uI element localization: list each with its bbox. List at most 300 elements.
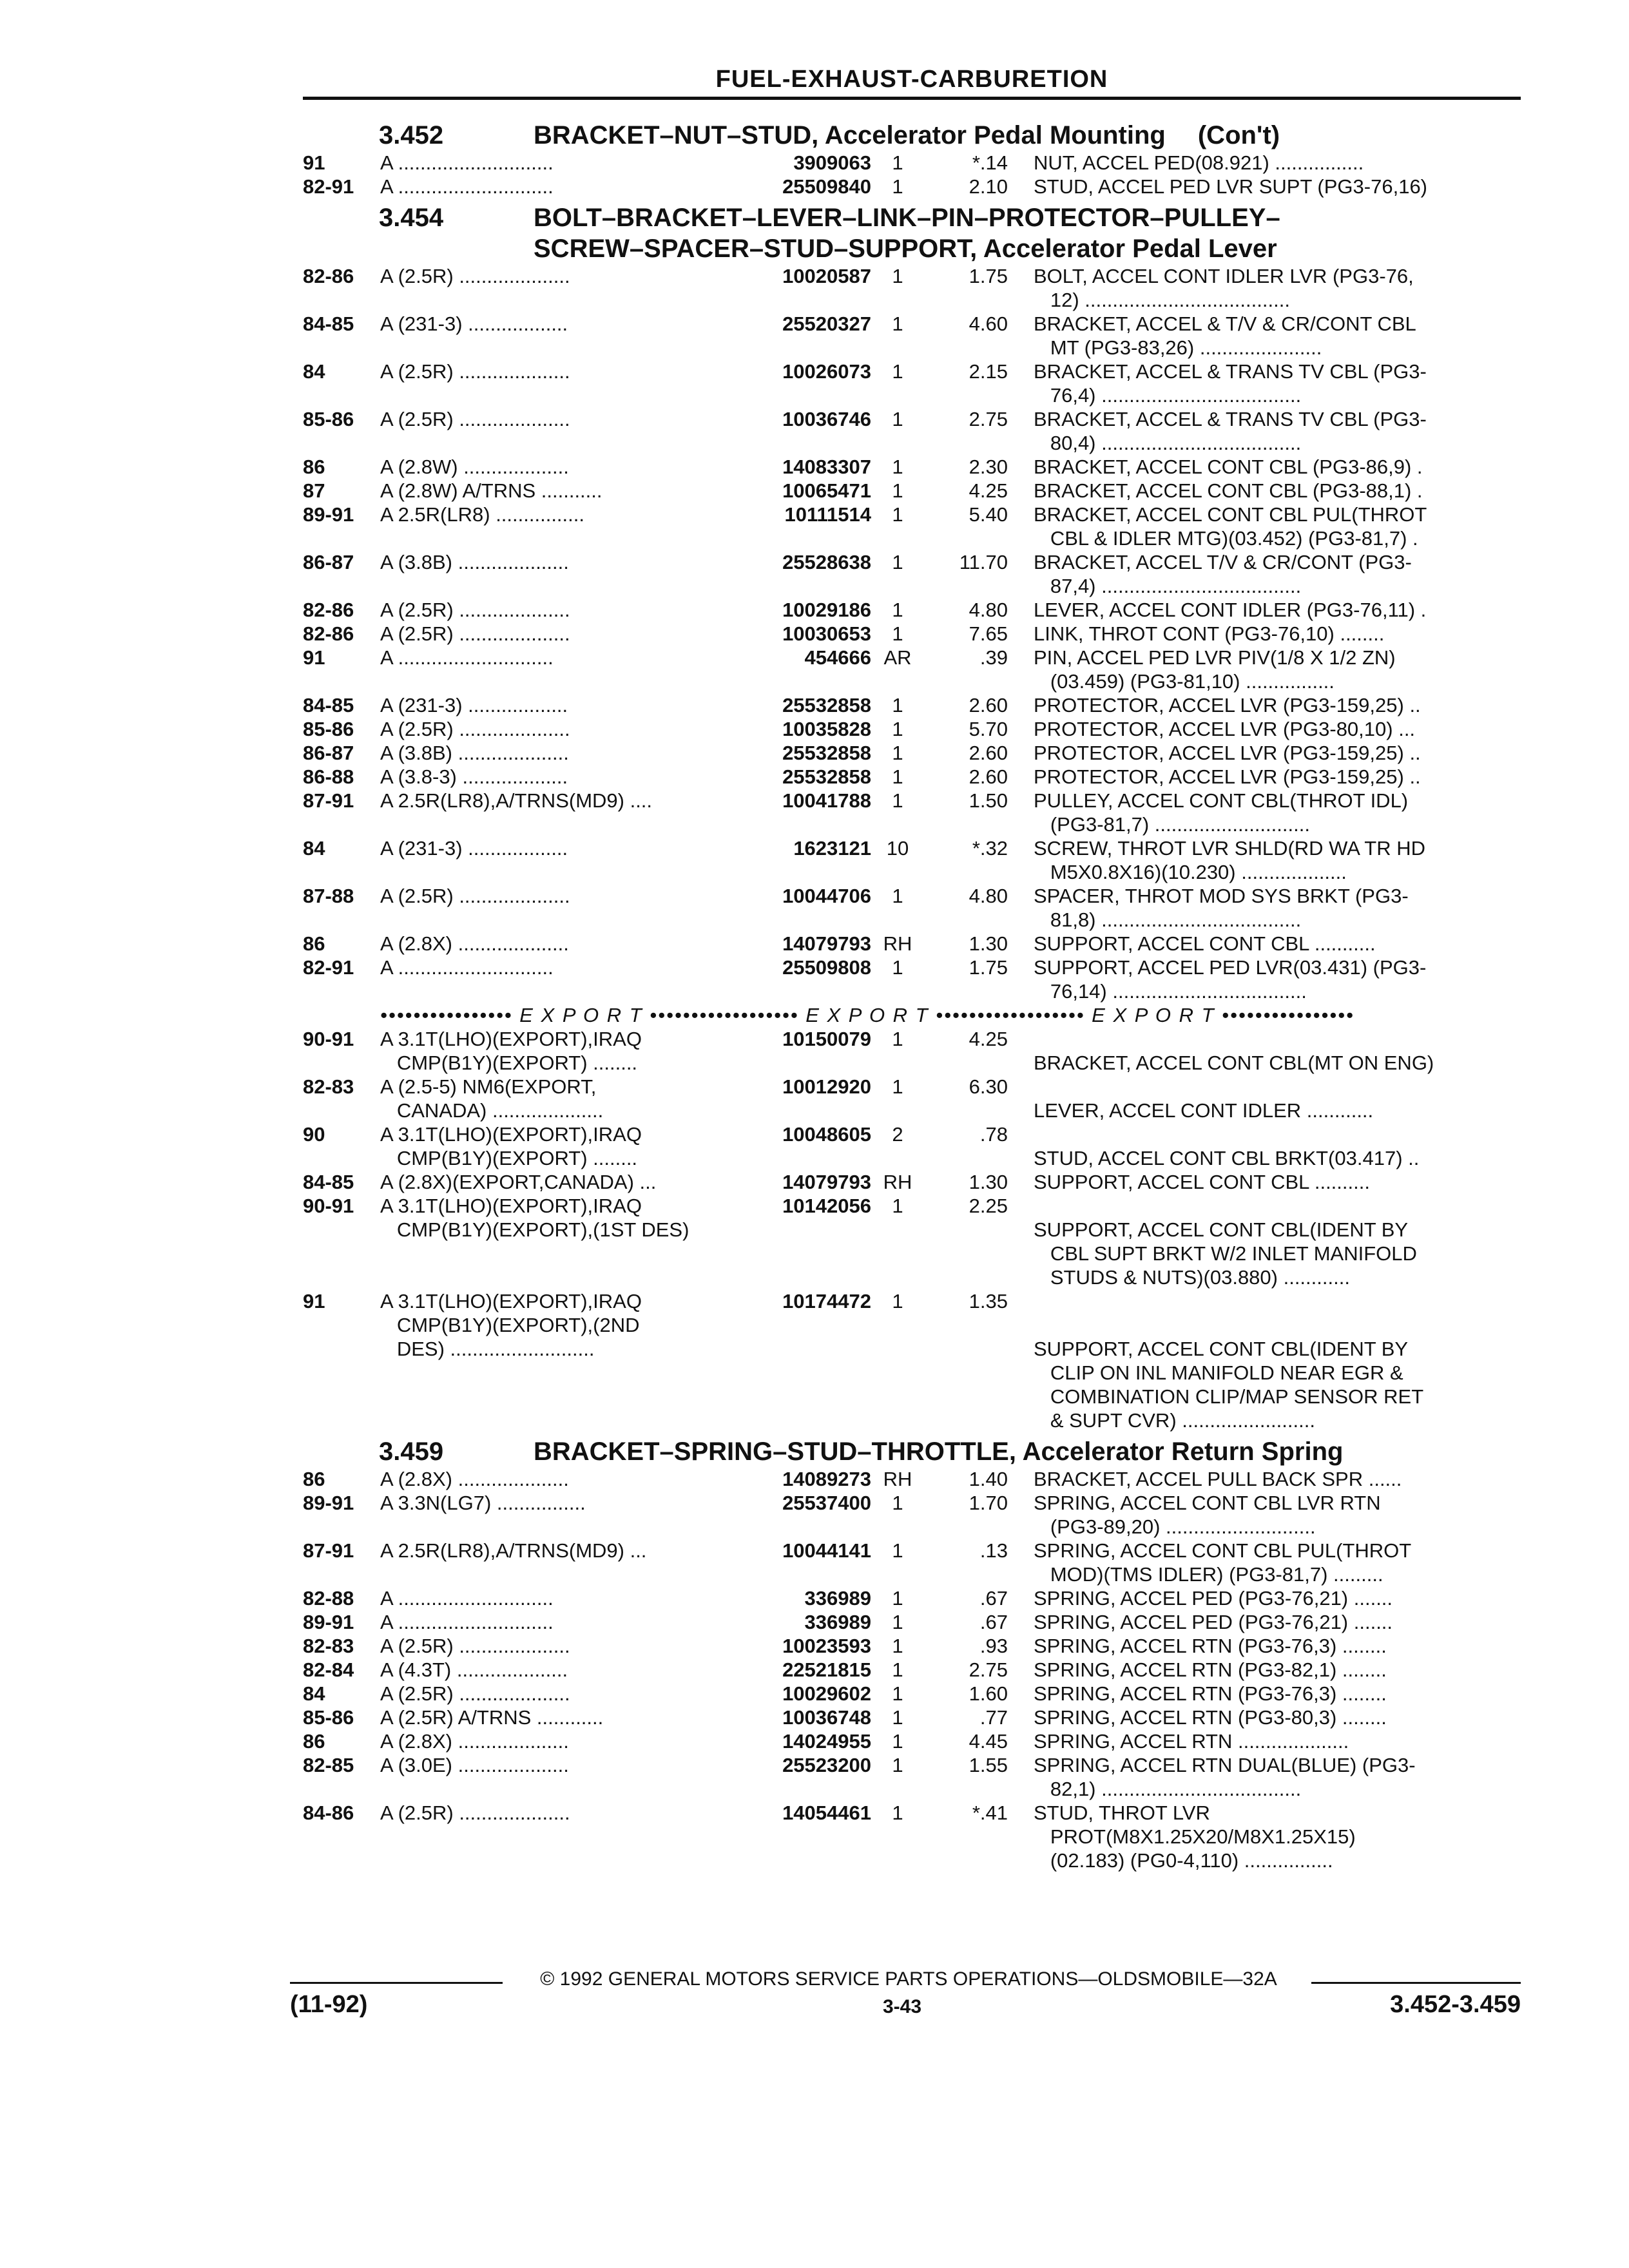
- model-years: 86: [303, 932, 325, 955]
- section-number: 3.452: [379, 121, 444, 149]
- part-number: 3909063: [793, 151, 871, 174]
- model-application: A (2.5R) ....................: [380, 1802, 570, 1824]
- part-description: BRACKET, ACCEL & TRANS TV CBL (PG3- 80,4) ....................................: [1034, 408, 1427, 454]
- quantity: 1: [892, 765, 903, 788]
- price: 2.60: [969, 742, 1008, 764]
- model-years: 87: [303, 479, 325, 502]
- part-number: 10041788: [782, 789, 871, 812]
- part-number: 10026073: [782, 360, 871, 383]
- section-number: 3.459: [379, 1437, 444, 1466]
- price: 2.15: [969, 360, 1008, 383]
- quantity: 1: [892, 1028, 903, 1050]
- part-description: LINK, THROT CONT (PG3-76,10) ........: [1034, 622, 1385, 645]
- part-description: SPRING, ACCEL CONT CBL LVR RTN (PG3-89,20) ...........................: [1034, 1492, 1381, 1538]
- part-number: 10048605: [782, 1123, 871, 1146]
- quantity: 1: [892, 1492, 903, 1514]
- price: 4.80: [969, 599, 1008, 621]
- model-years: 87-91: [303, 1539, 354, 1562]
- part-number: 25537400: [782, 1492, 871, 1514]
- quantity: 1: [892, 1290, 903, 1312]
- part-row: [303, 1658, 1521, 1682]
- model-years: 91: [303, 151, 325, 174]
- part-row: [303, 1634, 1521, 1658]
- model-years: 82-85: [303, 1754, 354, 1776]
- part-row: [303, 836, 1521, 884]
- part-row: [303, 1194, 1521, 1289]
- price: 1.30: [969, 1171, 1008, 1193]
- section-heading: [303, 202, 1521, 264]
- part-row: [303, 789, 1521, 836]
- part-number: 10036746: [782, 408, 871, 430]
- price: 1.60: [969, 1682, 1008, 1705]
- part-description: SPACER, THROT MOD SYS BRKT (PG3- 81,8) ....................................: [1034, 885, 1409, 931]
- model-application: A 3.1T(LHO)(EXPORT),IRAQ CMP(B1Y)(EXPORT) ........: [380, 1123, 642, 1169]
- quantity: 1: [892, 718, 903, 740]
- model-application: A 3.1T(LHO)(EXPORT),IRAQ CMP(B1Y)(EXPORT) ........: [380, 1028, 642, 1074]
- model-application: A (2.5R) ....................: [380, 1682, 570, 1705]
- part-description: PROTECTOR, ACCEL LVR (PG3-80,10) ...: [1034, 718, 1416, 740]
- model-application: A ............................: [380, 151, 554, 174]
- part-row: [303, 264, 1521, 312]
- section-number: 3.454: [379, 204, 444, 232]
- section-heading: [303, 120, 1521, 151]
- part-row: [303, 455, 1521, 479]
- part-description: SUPPORT, ACCEL CONT CBL(IDENT BY CBL SUPT BRKT W/2 INLET MANIFOLD STUDS & NUTS)(03.880) ............: [1034, 1218, 1417, 1289]
- model-application: A (2.8X) ....................: [380, 1730, 569, 1753]
- part-description: LEVER, ACCEL CONT IDLER (PG3-76,11) .: [1034, 599, 1427, 621]
- price: 2.75: [969, 408, 1008, 430]
- model-application: A (4.3T) ....................: [380, 1658, 568, 1681]
- part-number: 25528638: [782, 551, 871, 573]
- model-years: 86: [303, 456, 325, 478]
- model-application: A (231-3) ..................: [380, 694, 568, 716]
- quantity: 1: [892, 503, 903, 526]
- part-number: 10012920: [782, 1075, 871, 1098]
- part-number: 10029186: [782, 599, 871, 621]
- price: *.32: [972, 837, 1008, 860]
- model-application: A (2.8W) A/TRNS ...........: [380, 479, 602, 502]
- quantity: 1: [892, 360, 903, 383]
- model-application: A (2.8X)(EXPORT,CANADA) ...: [380, 1171, 657, 1193]
- part-description: BRACKET, ACCEL CONT CBL (PG3-86,9) .: [1034, 456, 1423, 478]
- part-number: 25509808: [782, 956, 871, 979]
- model-years: 86-87: [303, 742, 354, 764]
- part-description: SPRING, ACCEL RTN (PG3-82,1) ........: [1034, 1658, 1387, 1681]
- quantity: 1: [892, 456, 903, 478]
- footer-rule-left: [290, 1982, 503, 1984]
- model-application: A (3.8B) ....................: [380, 742, 569, 764]
- part-description: BRACKET, ACCEL & T/V & CR/CONT CBL MT (PG3-83,26) ......................: [1034, 312, 1416, 359]
- part-number: 25509840: [782, 175, 871, 198]
- quantity: 1: [892, 1682, 903, 1705]
- model-years: 89-91: [303, 503, 354, 526]
- footer-page-number: 3-43: [882, 1996, 922, 2017]
- part-description: BRACKET, ACCEL CONT CBL (PG3-88,1) .: [1034, 479, 1423, 502]
- model-years: 86-88: [303, 765, 354, 788]
- model-years: 89-91: [303, 1611, 354, 1633]
- price: *.41: [972, 1802, 1008, 1824]
- part-row: [303, 1539, 1521, 1586]
- model-years: 91: [303, 1290, 325, 1312]
- quantity: 1: [892, 1611, 903, 1633]
- price: 2.60: [969, 765, 1008, 788]
- price: .67: [979, 1611, 1008, 1633]
- part-description: PIN, ACCEL PED LVR PIV(1/8 X 1/2 ZN) (03.459) (PG3-81,10) ................: [1034, 646, 1396, 693]
- quantity: 1: [892, 408, 903, 430]
- part-number: 10150079: [782, 1028, 871, 1050]
- part-number: 10023593: [782, 1635, 871, 1657]
- model-application: A (2.5R) ....................: [380, 718, 570, 740]
- part-description: SPRING, ACCEL RTN ....................: [1034, 1730, 1349, 1753]
- part-row: [303, 693, 1521, 717]
- part-number: 25532858: [782, 742, 871, 764]
- part-number: 10065471: [782, 479, 871, 502]
- part-row: [303, 312, 1521, 360]
- model-years: 90-91: [303, 1195, 354, 1217]
- quantity: 1: [892, 622, 903, 645]
- quantity: 1: [892, 599, 903, 621]
- price: 5.40: [969, 503, 1008, 526]
- part-row: [303, 479, 1521, 503]
- model-years: 86-87: [303, 551, 354, 573]
- quantity: 1: [892, 551, 903, 573]
- part-row: [303, 1801, 1521, 1872]
- model-application: A (2.5R) ....................: [380, 622, 570, 645]
- part-description: PROTECTOR, ACCEL LVR (PG3-159,25) ..: [1034, 765, 1421, 788]
- part-description: STUD, THROT LVR PROT(M8X1.25X20/M8X1.25X15) (02.183) (PG0-4,110) ................: [1034, 1802, 1356, 1872]
- part-description: SPRING, ACCEL RTN DUAL(BLUE) (PG3- 82,1) ....................................: [1034, 1754, 1416, 1800]
- part-row: [303, 1027, 1521, 1075]
- price: 4.45: [969, 1730, 1008, 1753]
- model-application: A (2.8W) ...................: [380, 456, 569, 478]
- model-application: A (3.8-3) ...................: [380, 765, 568, 788]
- price: 1.55: [969, 1754, 1008, 1776]
- part-number: 10030653: [782, 622, 871, 645]
- model-years: 82-91: [303, 956, 354, 979]
- part-number: 336989: [804, 1611, 871, 1633]
- part-number: 10044141: [782, 1539, 871, 1562]
- quantity: 1: [892, 1706, 903, 1729]
- part-row: [303, 1753, 1521, 1801]
- model-years: 82-83: [303, 1635, 354, 1657]
- quantity: 1: [892, 742, 903, 764]
- footer-section-range: 3.452-3.459: [1390, 1991, 1521, 2018]
- model-application: A (2.5R) ....................: [380, 599, 570, 621]
- part-row: [303, 1706, 1521, 1729]
- model-application: A ............................: [380, 646, 554, 669]
- part-row: [303, 598, 1521, 622]
- price: 1.75: [969, 956, 1008, 979]
- part-description: PULLEY, ACCEL CONT CBL(THROT IDL) (PG3-81,7) ............................: [1034, 789, 1409, 836]
- part-description: NUT, ACCEL PED(08.921) ................: [1034, 151, 1364, 174]
- part-row: [303, 1610, 1521, 1634]
- quantity: 10: [886, 837, 909, 860]
- price: .93: [979, 1635, 1008, 1657]
- model-years: 82-83: [303, 1075, 354, 1098]
- model-years: 84-86: [303, 1802, 354, 1824]
- price: .39: [979, 646, 1008, 669]
- model-application: A (2.8X) ....................: [380, 1468, 569, 1490]
- part-description: PROTECTOR, ACCEL LVR (PG3-159,25) ..: [1034, 742, 1421, 764]
- model-application: A ............................: [380, 956, 554, 979]
- quantity: 1: [892, 885, 903, 907]
- part-row: [303, 956, 1521, 1003]
- part-row: [303, 407, 1521, 455]
- model-years: 84-85: [303, 312, 354, 335]
- price: 1.30: [969, 932, 1008, 955]
- model-years: 85-86: [303, 408, 354, 430]
- model-years: 85-86: [303, 1706, 354, 1729]
- part-row: [303, 1729, 1521, 1753]
- price: 1.40: [969, 1468, 1008, 1490]
- model-years: 87-88: [303, 885, 354, 907]
- quantity: 1: [892, 1195, 903, 1217]
- model-application: A (2.5R) ....................: [380, 1635, 570, 1657]
- part-row: [303, 1467, 1521, 1491]
- part-description: BRACKET, ACCEL PULL BACK SPR ......: [1034, 1468, 1402, 1490]
- part-number: 10029602: [782, 1682, 871, 1705]
- part-row: [303, 1491, 1521, 1539]
- model-application: A (3.0E) ....................: [380, 1754, 569, 1776]
- continued-label: (Con't): [1197, 121, 1280, 149]
- model-years: 85-86: [303, 718, 354, 740]
- quantity: 1: [892, 265, 903, 287]
- model-application: A 3.1T(LHO)(EXPORT),IRAQ CMP(B1Y)(EXPORT),(1ST DES): [380, 1195, 689, 1241]
- part-description: BRACKET, ACCEL T/V & CR/CONT (PG3- 87,4) ....................................: [1034, 551, 1412, 597]
- quantity: RH: [883, 1468, 912, 1490]
- price: 2.30: [969, 456, 1008, 478]
- part-number: 336989: [804, 1587, 871, 1610]
- quantity: 1: [892, 789, 903, 812]
- part-number: 14054461: [782, 1802, 871, 1824]
- quantity: 1: [892, 1802, 903, 1824]
- quantity: 1: [892, 1075, 903, 1098]
- quantity: 1: [892, 1658, 903, 1681]
- part-number: 454666: [804, 646, 871, 669]
- price: 2.75: [969, 1658, 1008, 1681]
- part-description: SUPPORT, ACCEL CONT CBL ...........: [1034, 932, 1376, 955]
- section-title-text: BOLT–BRACKET–LEVER–LINK–PIN–PROTECTOR–PULLEY– SCREW–SPACER–STUD–SUPPORT, Accelerator Pedal Lever: [534, 204, 1280, 263]
- model-application: A (2.5-5) NM6(EXPORT, CANADA) ....................: [380, 1075, 604, 1122]
- part-number: 10035828: [782, 718, 871, 740]
- section-title: [534, 1436, 1521, 1467]
- part-number: 14079793: [782, 932, 871, 955]
- part-row: [303, 360, 1521, 407]
- part-description: SPRING, ACCEL PED (PG3-76,21) .......: [1034, 1587, 1393, 1610]
- price: 2.25: [969, 1195, 1008, 1217]
- model-application: A (3.8B) ....................: [380, 551, 569, 573]
- part-row: [303, 1075, 1521, 1122]
- part-description: LEVER, ACCEL CONT IDLER ............: [1034, 1099, 1374, 1122]
- footer-rule-right: [1311, 1982, 1521, 1984]
- model-application: A 2.5R(LR8),A/TRNS(MD9) ...: [380, 1539, 647, 1562]
- price: .77: [979, 1706, 1008, 1729]
- part-description: STUD, ACCEL PED LVR SUPT (PG3-76,16): [1034, 175, 1428, 198]
- page-header: FUEL-EXHAUST-CARBURETION: [715, 66, 1108, 93]
- price: 4.25: [969, 479, 1008, 502]
- part-row: [303, 503, 1521, 550]
- part-description: SPRING, ACCEL PED (PG3-76,21) .......: [1034, 1611, 1393, 1633]
- price: 7.65: [969, 622, 1008, 645]
- part-number: 25532858: [782, 765, 871, 788]
- quantity: 1: [892, 1587, 903, 1610]
- part-number: 10044706: [782, 885, 871, 907]
- section-title: [534, 120, 1521, 151]
- model-application: A (231-3) ..................: [380, 312, 568, 335]
- part-number: 10111514: [784, 503, 871, 526]
- model-years: 82-91: [303, 175, 354, 198]
- quantity: AR: [883, 646, 912, 669]
- part-row: [303, 884, 1521, 932]
- price: 4.60: [969, 312, 1008, 335]
- model-years: 82-86: [303, 599, 354, 621]
- quantity: 1: [892, 956, 903, 979]
- model-application: A (2.5R) ....................: [380, 265, 570, 287]
- model-application: A (2.5R) A/TRNS ............: [380, 1706, 604, 1729]
- price: .78: [979, 1123, 1008, 1146]
- part-number: 14083307: [782, 456, 871, 478]
- model-years: 86: [303, 1468, 325, 1490]
- part-number: 14089273: [782, 1468, 871, 1490]
- part-row: [303, 175, 1521, 198]
- quantity: RH: [883, 932, 912, 955]
- model-years: 87-91: [303, 789, 354, 812]
- part-row: [303, 765, 1521, 789]
- model-application: A 2.5R(LR8) ................: [380, 503, 584, 526]
- part-description: SUPPORT, ACCEL CONT CBL(IDENT BY CLIP ON INL MANIFOLD NEAR EGR & COMBINATION CLIP/MAP SENSOR RET & SUPT CVR) ........................: [1034, 1338, 1424, 1432]
- part-description: SCREW, THROT LVR SHLD(RD WA TR HD M5X0.8X16)(10.230) ...................: [1034, 837, 1426, 883]
- section-title: [534, 202, 1521, 264]
- header-rule: [303, 97, 1521, 100]
- quantity: 1: [892, 1754, 903, 1776]
- part-number: 25520327: [782, 312, 871, 335]
- model-years: 82-86: [303, 622, 354, 645]
- model-years: 90: [303, 1123, 325, 1146]
- part-description: SUPPORT, ACCEL PED LVR(03.431) (PG3- 76,14) ...................................: [1034, 956, 1427, 1003]
- part-row: [303, 646, 1521, 693]
- part-number: 10142056: [782, 1195, 871, 1217]
- footer-date: (11-92): [290, 1991, 368, 2018]
- part-number: 10020587: [782, 265, 871, 287]
- model-years: 86: [303, 1730, 325, 1753]
- export-banner: •••••••••••••••• E X P O R T •••••••••••••••••• E X P O R T •••••••••••••••••• E X P O R T ••••••••••••••••: [380, 1004, 1354, 1026]
- model-application: A ............................: [380, 1611, 554, 1633]
- price: .13: [979, 1539, 1008, 1562]
- quantity: RH: [883, 1171, 912, 1193]
- part-row: [303, 550, 1521, 598]
- part-number: 10174472: [782, 1290, 871, 1312]
- model-application: A (231-3) ..................: [380, 837, 568, 860]
- model-application: A ............................: [380, 175, 554, 198]
- price: 6.30: [969, 1075, 1008, 1098]
- model-application: A 2.5R(LR8),A/TRNS(MD9) ....: [380, 789, 653, 812]
- quantity: 1: [892, 694, 903, 716]
- quantity: 1: [892, 312, 903, 335]
- part-row: [303, 151, 1521, 175]
- price: 5.70: [969, 718, 1008, 740]
- part-description: BRACKET, ACCEL & TRANS TV CBL (PG3- 76,4) ....................................: [1034, 360, 1427, 407]
- quantity: 1: [892, 1539, 903, 1562]
- price: 1.75: [969, 265, 1008, 287]
- model-application: A ............................: [380, 1587, 554, 1610]
- part-number: 14079793: [782, 1171, 871, 1193]
- part-number: 10036748: [782, 1706, 871, 1729]
- part-number: 1623121: [793, 837, 871, 860]
- part-description: BRACKET, ACCEL CONT CBL PUL(THROT CBL & IDLER MTG)(03.452) (PG3-81,7) .: [1034, 503, 1427, 550]
- part-description: BRACKET, ACCEL CONT CBL(MT ON ENG): [1034, 1052, 1434, 1074]
- model-years: 82-88: [303, 1587, 354, 1610]
- part-row: [303, 622, 1521, 646]
- section-heading: [303, 1436, 1521, 1467]
- quantity: 1: [892, 175, 903, 198]
- model-application: A 3.3N(LG7) ................: [380, 1492, 586, 1514]
- part-description: STUD, ACCEL CONT CBL BRKT(03.417) ..: [1034, 1147, 1420, 1169]
- model-application: A (2.5R) ....................: [380, 885, 570, 907]
- model-years: 82-86: [303, 265, 354, 287]
- price: 1.50: [969, 789, 1008, 812]
- part-number: 22521815: [782, 1658, 871, 1681]
- quantity: 1: [892, 1730, 903, 1753]
- part-number: 14024955: [782, 1730, 871, 1753]
- part-number: 25523200: [782, 1754, 871, 1776]
- section-title-text: BRACKET–NUT–STUD, Accelerator Pedal Mounting: [534, 121, 1166, 149]
- model-years: 91: [303, 646, 325, 669]
- price: 2.10: [969, 175, 1008, 198]
- model-application: A 3.1T(LHO)(EXPORT),IRAQ CMP(B1Y)(EXPORT),(2ND DES) ..........................: [380, 1290, 642, 1360]
- part-row: [303, 1170, 1521, 1194]
- quantity: 1: [892, 151, 903, 174]
- part-row: [303, 1122, 1521, 1170]
- part-row: [303, 1682, 1521, 1706]
- part-row: [303, 1586, 1521, 1610]
- quantity: 1: [892, 1635, 903, 1657]
- price: 1.35: [969, 1290, 1008, 1312]
- part-description: SPRING, ACCEL RTN (PG3-80,3) ........: [1034, 1706, 1387, 1729]
- model-years: 84: [303, 837, 325, 860]
- part-row: [303, 717, 1521, 741]
- part-number: 25532858: [782, 694, 871, 716]
- model-years: 90-91: [303, 1028, 354, 1050]
- model-application: A (2.5R) ....................: [380, 360, 570, 383]
- price: 1.70: [969, 1492, 1008, 1514]
- price: 11.70: [959, 551, 1008, 573]
- model-years: 89-91: [303, 1492, 354, 1514]
- part-description: SUPPORT, ACCEL CONT CBL ..........: [1034, 1171, 1370, 1193]
- quantity: 1: [892, 479, 903, 502]
- model-years: 84-85: [303, 1171, 354, 1193]
- part-row: [303, 932, 1521, 956]
- model-years: 84: [303, 1682, 325, 1705]
- model-years: 84: [303, 360, 325, 383]
- price: 4.80: [969, 885, 1008, 907]
- price: 2.60: [969, 694, 1008, 716]
- section-title-text: BRACKET–SPRING–STUD–THROTTLE, Accelerator Return Spring: [534, 1437, 1344, 1466]
- part-description: SPRING, ACCEL RTN (PG3-76,3) ........: [1034, 1635, 1387, 1657]
- price: .67: [979, 1587, 1008, 1610]
- part-description: SPRING, ACCEL CONT CBL PUL(THROT MOD)(TMS IDLER) (PG3-81,7) .........: [1034, 1539, 1412, 1586]
- part-row: [303, 741, 1521, 765]
- model-years: 82-84: [303, 1658, 354, 1681]
- part-description: PROTECTOR, ACCEL LVR (PG3-159,25) ..: [1034, 694, 1421, 716]
- price: *.14: [972, 151, 1008, 174]
- price: 4.25: [969, 1028, 1008, 1050]
- part-row: [303, 1289, 1521, 1432]
- model-years: 84-85: [303, 694, 354, 716]
- model-application: A (2.8X) ....................: [380, 932, 569, 955]
- footer-copyright: © 1992 GENERAL MOTORS SERVICE PARTS OPERATIONS—OLDSMOBILE—32A: [540, 1968, 1277, 1990]
- part-description: BOLT, ACCEL CONT IDLER LVR (PG3-76, 12) .....................................: [1034, 265, 1414, 311]
- part-description: SPRING, ACCEL RTN (PG3-76,3) ........: [1034, 1682, 1387, 1705]
